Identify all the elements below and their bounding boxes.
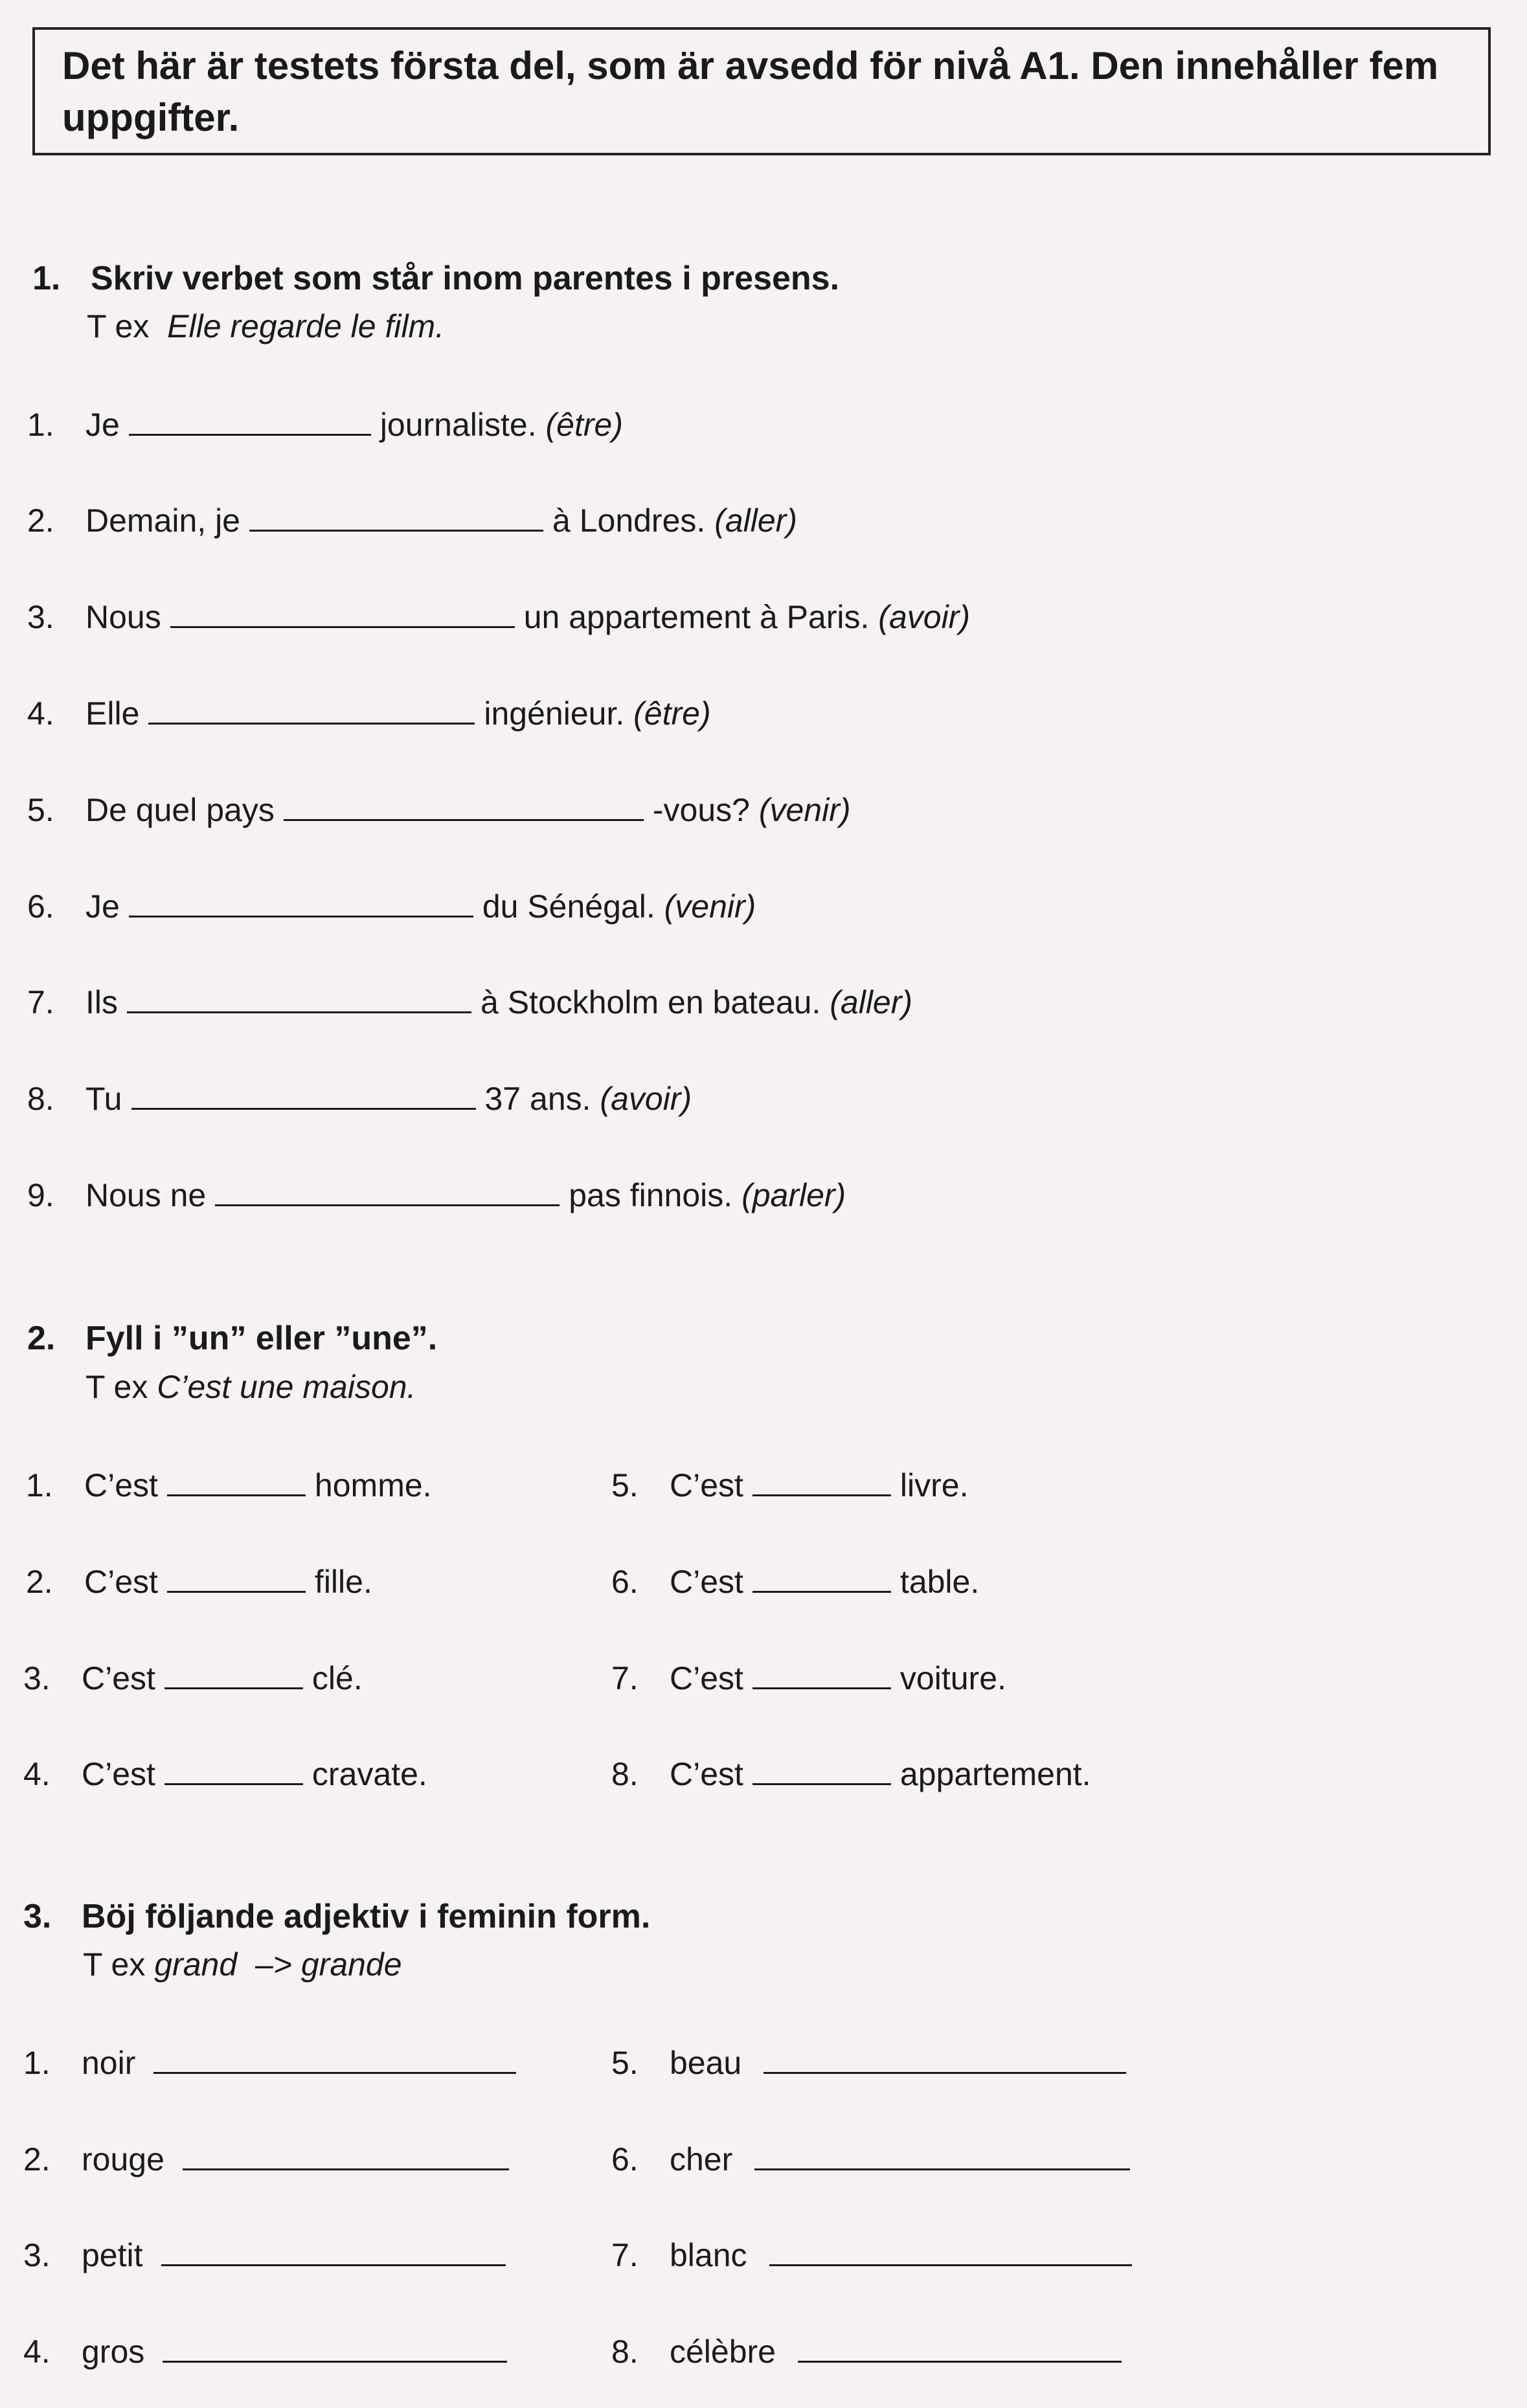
- item-hint: (être): [545, 407, 623, 443]
- intro-text: Det här är testets första del, som är avsedd för nivå A1. Den innehåller fem uppgifter.: [62, 44, 1439, 139]
- s1-item-1: [27, 401, 623, 445]
- s3-item-5: [611, 2040, 1135, 2084]
- item-number: 4.: [23, 2334, 51, 2370]
- item-number: 8.: [611, 2334, 639, 2370]
- s1-item-2: [27, 497, 797, 541]
- s1-item-5: [27, 787, 851, 831]
- s1-item-8: [27, 1075, 692, 1120]
- item-hint: (venir): [664, 888, 756, 925]
- section-title: Böj följande adjektiv i feminin form.: [82, 1898, 651, 1935]
- item-suffix: du Sénégal.: [482, 888, 655, 925]
- item-word: rouge: [82, 2141, 164, 2177]
- item-suffix: un appartement à Paris.: [523, 599, 870, 635]
- item-number: 6.: [611, 1564, 639, 1600]
- s2-item-3: [23, 1655, 363, 1699]
- section-3-example: [83, 1944, 402, 1985]
- section-title: Fyll i ”un” eller ”une”.: [85, 1320, 438, 1357]
- answer-blank[interactable]: [129, 883, 473, 917]
- item-suffix: voiture.: [899, 1660, 1006, 1696]
- item-suffix: 37 ans.: [484, 1081, 591, 1117]
- s1-item-7: [27, 979, 912, 1023]
- section-2-heading: [27, 1318, 437, 1359]
- item-hint: (aller): [714, 502, 797, 539]
- answer-blank[interactable]: [129, 401, 371, 436]
- answer-blank[interactable]: [754, 2136, 1130, 2170]
- item-word: gros: [82, 2334, 145, 2370]
- item-number: 4.: [27, 695, 54, 732]
- s3-item-4: [23, 2328, 516, 2372]
- item-number: 3.: [23, 1660, 51, 1696]
- s3-item-8: [611, 2328, 1131, 2372]
- example-arrow: –>: [254, 1946, 292, 1983]
- example-word: grand: [154, 1946, 238, 1983]
- item-number: 2.: [23, 2141, 51, 2177]
- section-1-heading: [32, 258, 839, 299]
- item-number: 6.: [27, 888, 54, 925]
- s1-item-4: [27, 690, 711, 734]
- section-title: Skriv verbet som står inom parentes i presens.: [91, 260, 840, 297]
- item-prefix: C’est: [84, 1467, 158, 1503]
- answer-blank[interactable]: [752, 1751, 891, 1785]
- item-number: 7.: [611, 1660, 639, 1696]
- answer-blank[interactable]: [249, 497, 543, 532]
- section-1-example: [87, 306, 444, 347]
- s2-item-7: [611, 1655, 1006, 1699]
- item-prefix: C’est: [82, 1660, 155, 1696]
- answer-blank[interactable]: [764, 2040, 1126, 2074]
- item-suffix: fille.: [314, 1564, 372, 1600]
- item-hint: (venir): [758, 792, 851, 828]
- item-number: 8.: [611, 1756, 639, 1792]
- s1-item-6: [27, 883, 756, 927]
- item-prefix: Ils: [85, 984, 118, 1020]
- answer-blank[interactable]: [163, 2328, 507, 2363]
- section-3-heading: [23, 1896, 650, 1937]
- item-number: 1.: [23, 2045, 51, 2081]
- s3-item-2: [23, 2136, 518, 2180]
- item-number: 2.: [26, 1564, 53, 1600]
- item-suffix: livre.: [899, 1467, 969, 1503]
- item-number: 3.: [23, 2237, 51, 2273]
- section-number: 3.: [23, 1898, 52, 1935]
- answer-blank[interactable]: [148, 690, 475, 725]
- item-prefix: Tu: [85, 1081, 122, 1117]
- item-prefix: C’est: [84, 1564, 158, 1600]
- s3-item-6: [611, 2136, 1139, 2180]
- item-suffix: homme.: [314, 1467, 432, 1503]
- item-word: cher: [670, 2141, 733, 2177]
- item-prefix: Nous ne: [85, 1177, 207, 1213]
- answer-blank[interactable]: [752, 1655, 891, 1689]
- answer-blank[interactable]: [164, 1751, 303, 1785]
- s3-item-3: [23, 2232, 515, 2276]
- answer-blank[interactable]: [752, 1558, 891, 1593]
- example-prefix: T ex: [83, 1946, 146, 1983]
- item-word: beau: [670, 2045, 742, 2081]
- item-hint: (avoir): [600, 1081, 692, 1117]
- item-hint: (aller): [830, 984, 913, 1020]
- example-sentence: C’est une maison.: [157, 1369, 416, 1405]
- item-suffix: à Londres.: [552, 502, 706, 539]
- answer-blank[interactable]: [161, 2232, 506, 2266]
- s2-item-4: [23, 1751, 427, 1795]
- item-suffix: journaliste.: [379, 407, 537, 443]
- item-number: 7.: [27, 984, 54, 1020]
- answer-blank[interactable]: [215, 1172, 560, 1206]
- item-number: 4.: [23, 1756, 51, 1792]
- example-prefix: T ex: [85, 1369, 148, 1405]
- item-prefix: De quel pays: [85, 792, 275, 828]
- item-suffix: pas finnois.: [569, 1177, 733, 1213]
- item-number: 7.: [611, 2237, 639, 2273]
- answer-blank[interactable]: [752, 1462, 891, 1496]
- s2-item-2: [26, 1558, 372, 1603]
- answer-blank[interactable]: [167, 1558, 306, 1593]
- s1-item-9: [27, 1172, 846, 1216]
- s3-item-1: [23, 2040, 525, 2084]
- item-number: 8.: [27, 1081, 54, 1117]
- answer-blank[interactable]: [769, 2232, 1132, 2266]
- item-suffix: table.: [899, 1564, 980, 1600]
- section-number: 2.: [27, 1320, 56, 1357]
- item-prefix: Demain, je: [85, 502, 240, 539]
- s1-item-3: [27, 594, 970, 638]
- item-prefix: C’est: [670, 1756, 743, 1792]
- item-number: 3.: [27, 599, 54, 635]
- item-hint: (être): [633, 695, 711, 732]
- item-suffix: clé.: [311, 1660, 363, 1696]
- example-answer: grande: [300, 1946, 402, 1983]
- item-prefix: Je: [85, 888, 120, 925]
- item-prefix: Nous: [85, 599, 161, 635]
- item-suffix: -vous?: [652, 792, 750, 828]
- s2-item-6: [611, 1558, 979, 1603]
- item-suffix: à Stockholm en bateau.: [481, 984, 821, 1020]
- item-prefix: C’est: [670, 1467, 743, 1503]
- answer-blank[interactable]: [798, 2328, 1122, 2363]
- s2-item-5: [611, 1462, 969, 1506]
- s2-item-8: [611, 1751, 1091, 1795]
- answer-blank[interactable]: [164, 1655, 303, 1689]
- item-prefix: C’est: [670, 1660, 743, 1696]
- section-2-example: [85, 1366, 416, 1408]
- item-number: 9.: [27, 1177, 54, 1213]
- item-suffix: ingénieur.: [484, 695, 625, 732]
- item-prefix: C’est: [670, 1564, 743, 1600]
- item-prefix: Je: [85, 407, 120, 443]
- item-suffix: cravate.: [311, 1756, 427, 1792]
- example-prefix: T ex: [87, 308, 150, 344]
- answer-blank[interactable]: [131, 1075, 476, 1110]
- item-prefix: Elle: [85, 695, 140, 732]
- item-number: 2.: [27, 502, 54, 539]
- item-number: 5.: [611, 1467, 639, 1503]
- item-number: 5.: [27, 792, 54, 828]
- item-hint: (parler): [741, 1177, 846, 1213]
- item-word: petit: [82, 2237, 143, 2273]
- answer-blank[interactable]: [127, 979, 471, 1013]
- s2-item-1: [26, 1462, 432, 1506]
- item-number: 5.: [611, 2045, 639, 2081]
- intro-box: [32, 27, 1491, 155]
- answer-blank[interactable]: [167, 1462, 306, 1496]
- s3-item-7: [611, 2232, 1141, 2276]
- item-prefix: C’est: [82, 1756, 155, 1792]
- item-number: 1.: [26, 1467, 53, 1503]
- item-word: blanc: [670, 2237, 747, 2273]
- item-number: 6.: [611, 2141, 639, 2177]
- answer-blank[interactable]: [153, 2040, 516, 2074]
- item-hint: (avoir): [878, 599, 970, 635]
- section-number: 1.: [32, 260, 61, 297]
- item-word: noir: [82, 2045, 136, 2081]
- item-word: célèbre: [670, 2334, 776, 2370]
- item-number: 1.: [27, 407, 54, 443]
- answer-blank[interactable]: [284, 787, 644, 821]
- answer-blank[interactable]: [170, 594, 515, 628]
- item-suffix: appartement.: [899, 1756, 1091, 1792]
- answer-blank[interactable]: [183, 2136, 509, 2170]
- example-sentence: Elle regarde le film.: [167, 308, 445, 344]
